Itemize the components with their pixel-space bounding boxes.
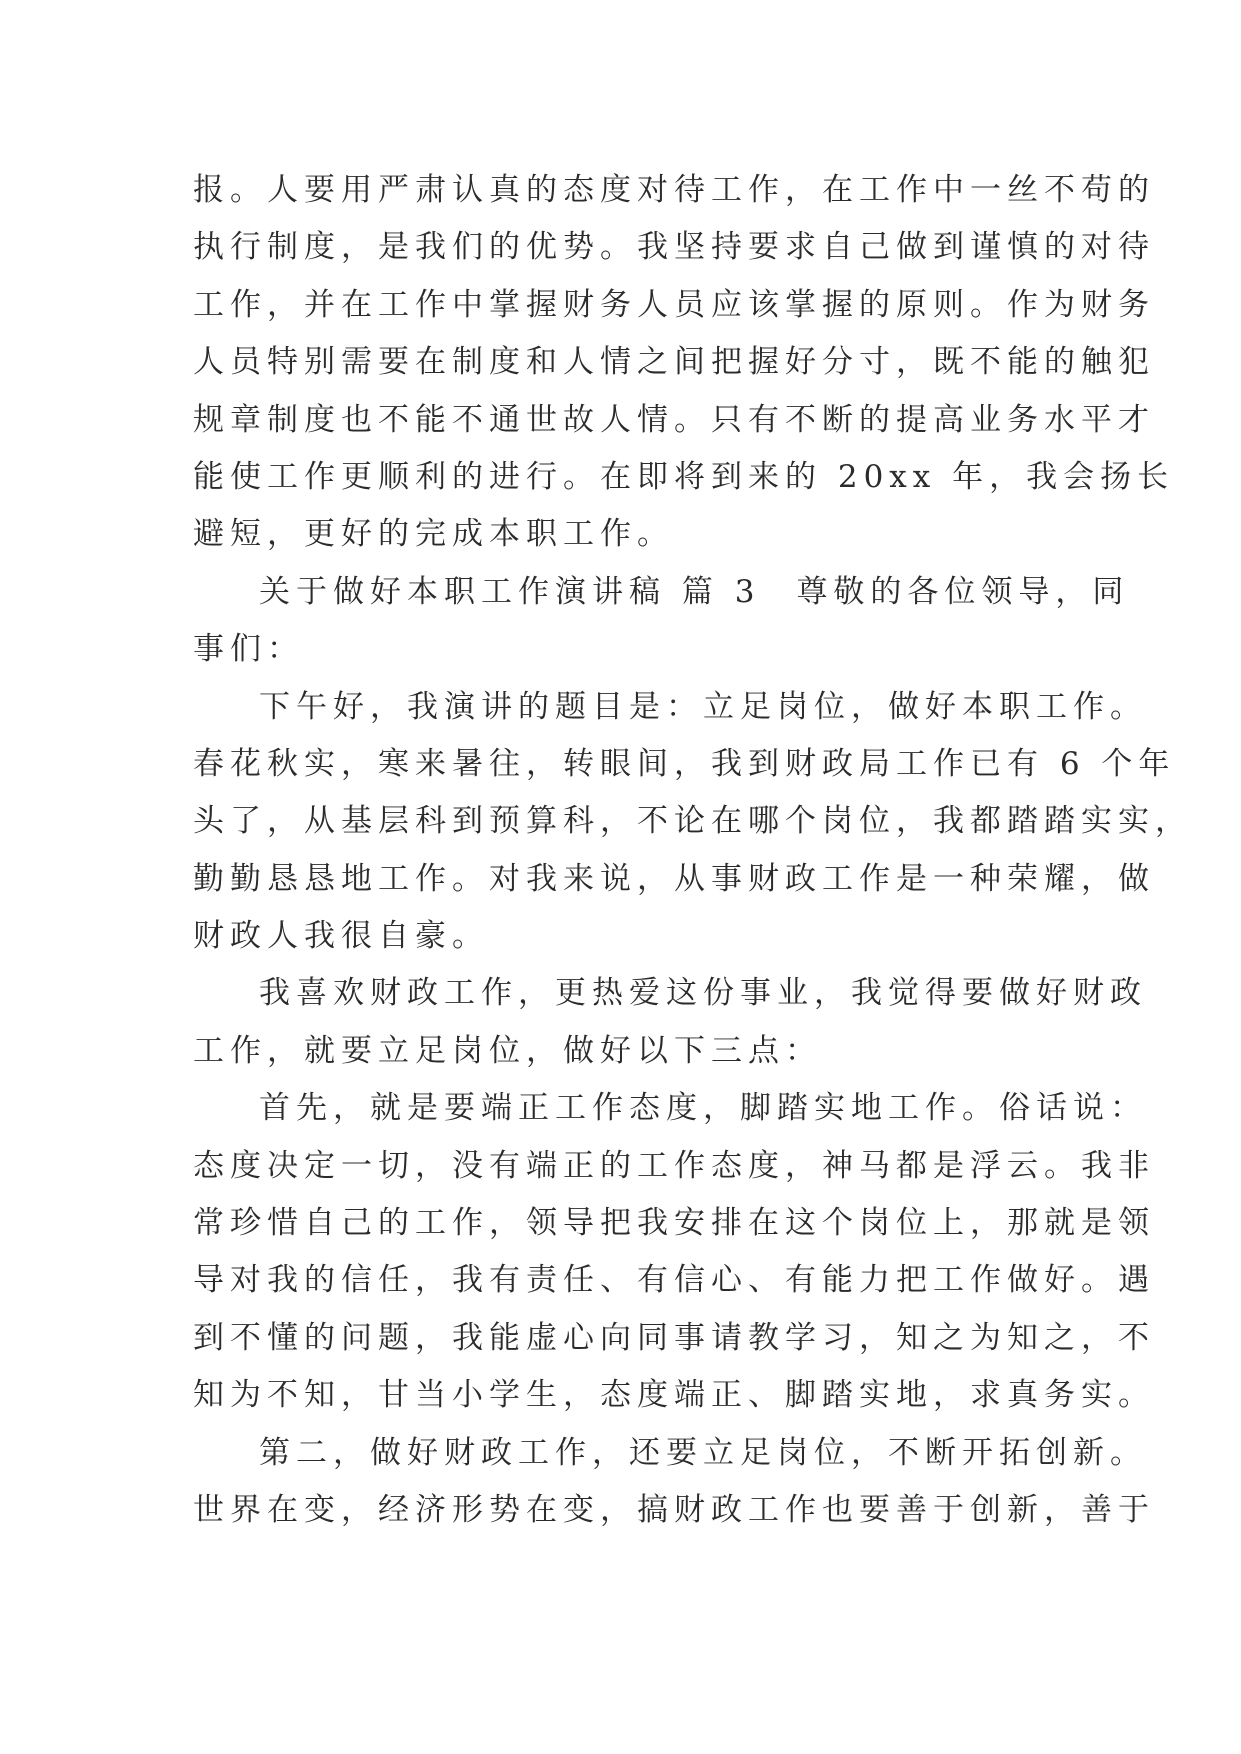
paragraph-first-line: 下午好，我演讲的题目是：立足岗位，做好本职工作。 xyxy=(259,688,1147,725)
text-line: 头了，从基层科到预算科，不论在哪个岗位，我都踏踏实实， xyxy=(193,803,1192,840)
paragraph-first-line: 首先，就是要端正工作态度，脚踏实地工作。俗话说： xyxy=(259,1090,1147,1127)
text-line: 知为不知，甘当小学生，态度端正、脚踏实地，求真务实。 xyxy=(193,1377,1155,1414)
text-line: 财政人我很自豪。 xyxy=(193,918,489,955)
text-line: 执行制度，是我们的优势。我坚持要求自己做到谨慎的对待 xyxy=(193,229,1155,266)
section-heading: 关于做好本职工作演讲稿 篇 3 xyxy=(259,573,761,610)
text-line: 避短，更好的完成本职工作。 xyxy=(193,516,674,553)
section-heading-line xyxy=(193,564,1130,621)
text-line: 到不懂的问题，我能虚心向同事请教学习，知之为知之，不 xyxy=(193,1319,1155,1356)
text-line: 工作，并在工作中掌握财务人员应该掌握的原则。作为财务 xyxy=(193,286,1155,323)
text-line: 人员特别需要在制度和人情之间把握好分寸，既不能的触犯 xyxy=(193,344,1155,381)
text-line: 世界在变，经济形势在变，搞财政工作也要善于创新，善于 xyxy=(193,1491,1155,1528)
text-line: 事们： xyxy=(193,631,304,668)
paragraph-first-line: 我喜欢财政工作，更热爱这份事业，我觉得要做好财政 xyxy=(259,975,1147,1012)
text-line: 导对我的信任，我有责任、有信心、有能力把工作做好。遇 xyxy=(193,1262,1155,1299)
document-body xyxy=(193,162,1192,1539)
text-line: 态度决定一切，没有端正的工作态度，神马都是浮云。我非 xyxy=(193,1147,1155,1184)
text-line: 报。人要用严肃认真的态度对待工作，在工作中一丝不苟的 xyxy=(193,172,1155,208)
text-line: 常珍惜自己的工作，领导把我安排在这个岗位上，那就是领 xyxy=(193,1205,1155,1242)
text-line: 工作，就要立足岗位，做好以下三点： xyxy=(193,1032,822,1069)
text-line: 能使工作更顺利的进行。在即将到来的 20xx 年，我会扬长 xyxy=(193,458,1175,495)
text-line: 春花秋实，寒来暑往，转眼间，我到财政局工作已有 6 个年 xyxy=(193,745,1176,782)
paragraph-first-line: 第二，做好财政工作，还要立足岗位，不断开拓创新。 xyxy=(259,1434,1147,1471)
text-line: 勤勤恳恳地工作。对我来说，从事财政工作是一种荣耀，做 xyxy=(193,860,1155,897)
salutation-start: 尊敬的各位领导，同 xyxy=(796,573,1130,610)
text-line: 规章制度也不能不通世故人情。只有不断的提高业务水平才 xyxy=(193,401,1155,438)
